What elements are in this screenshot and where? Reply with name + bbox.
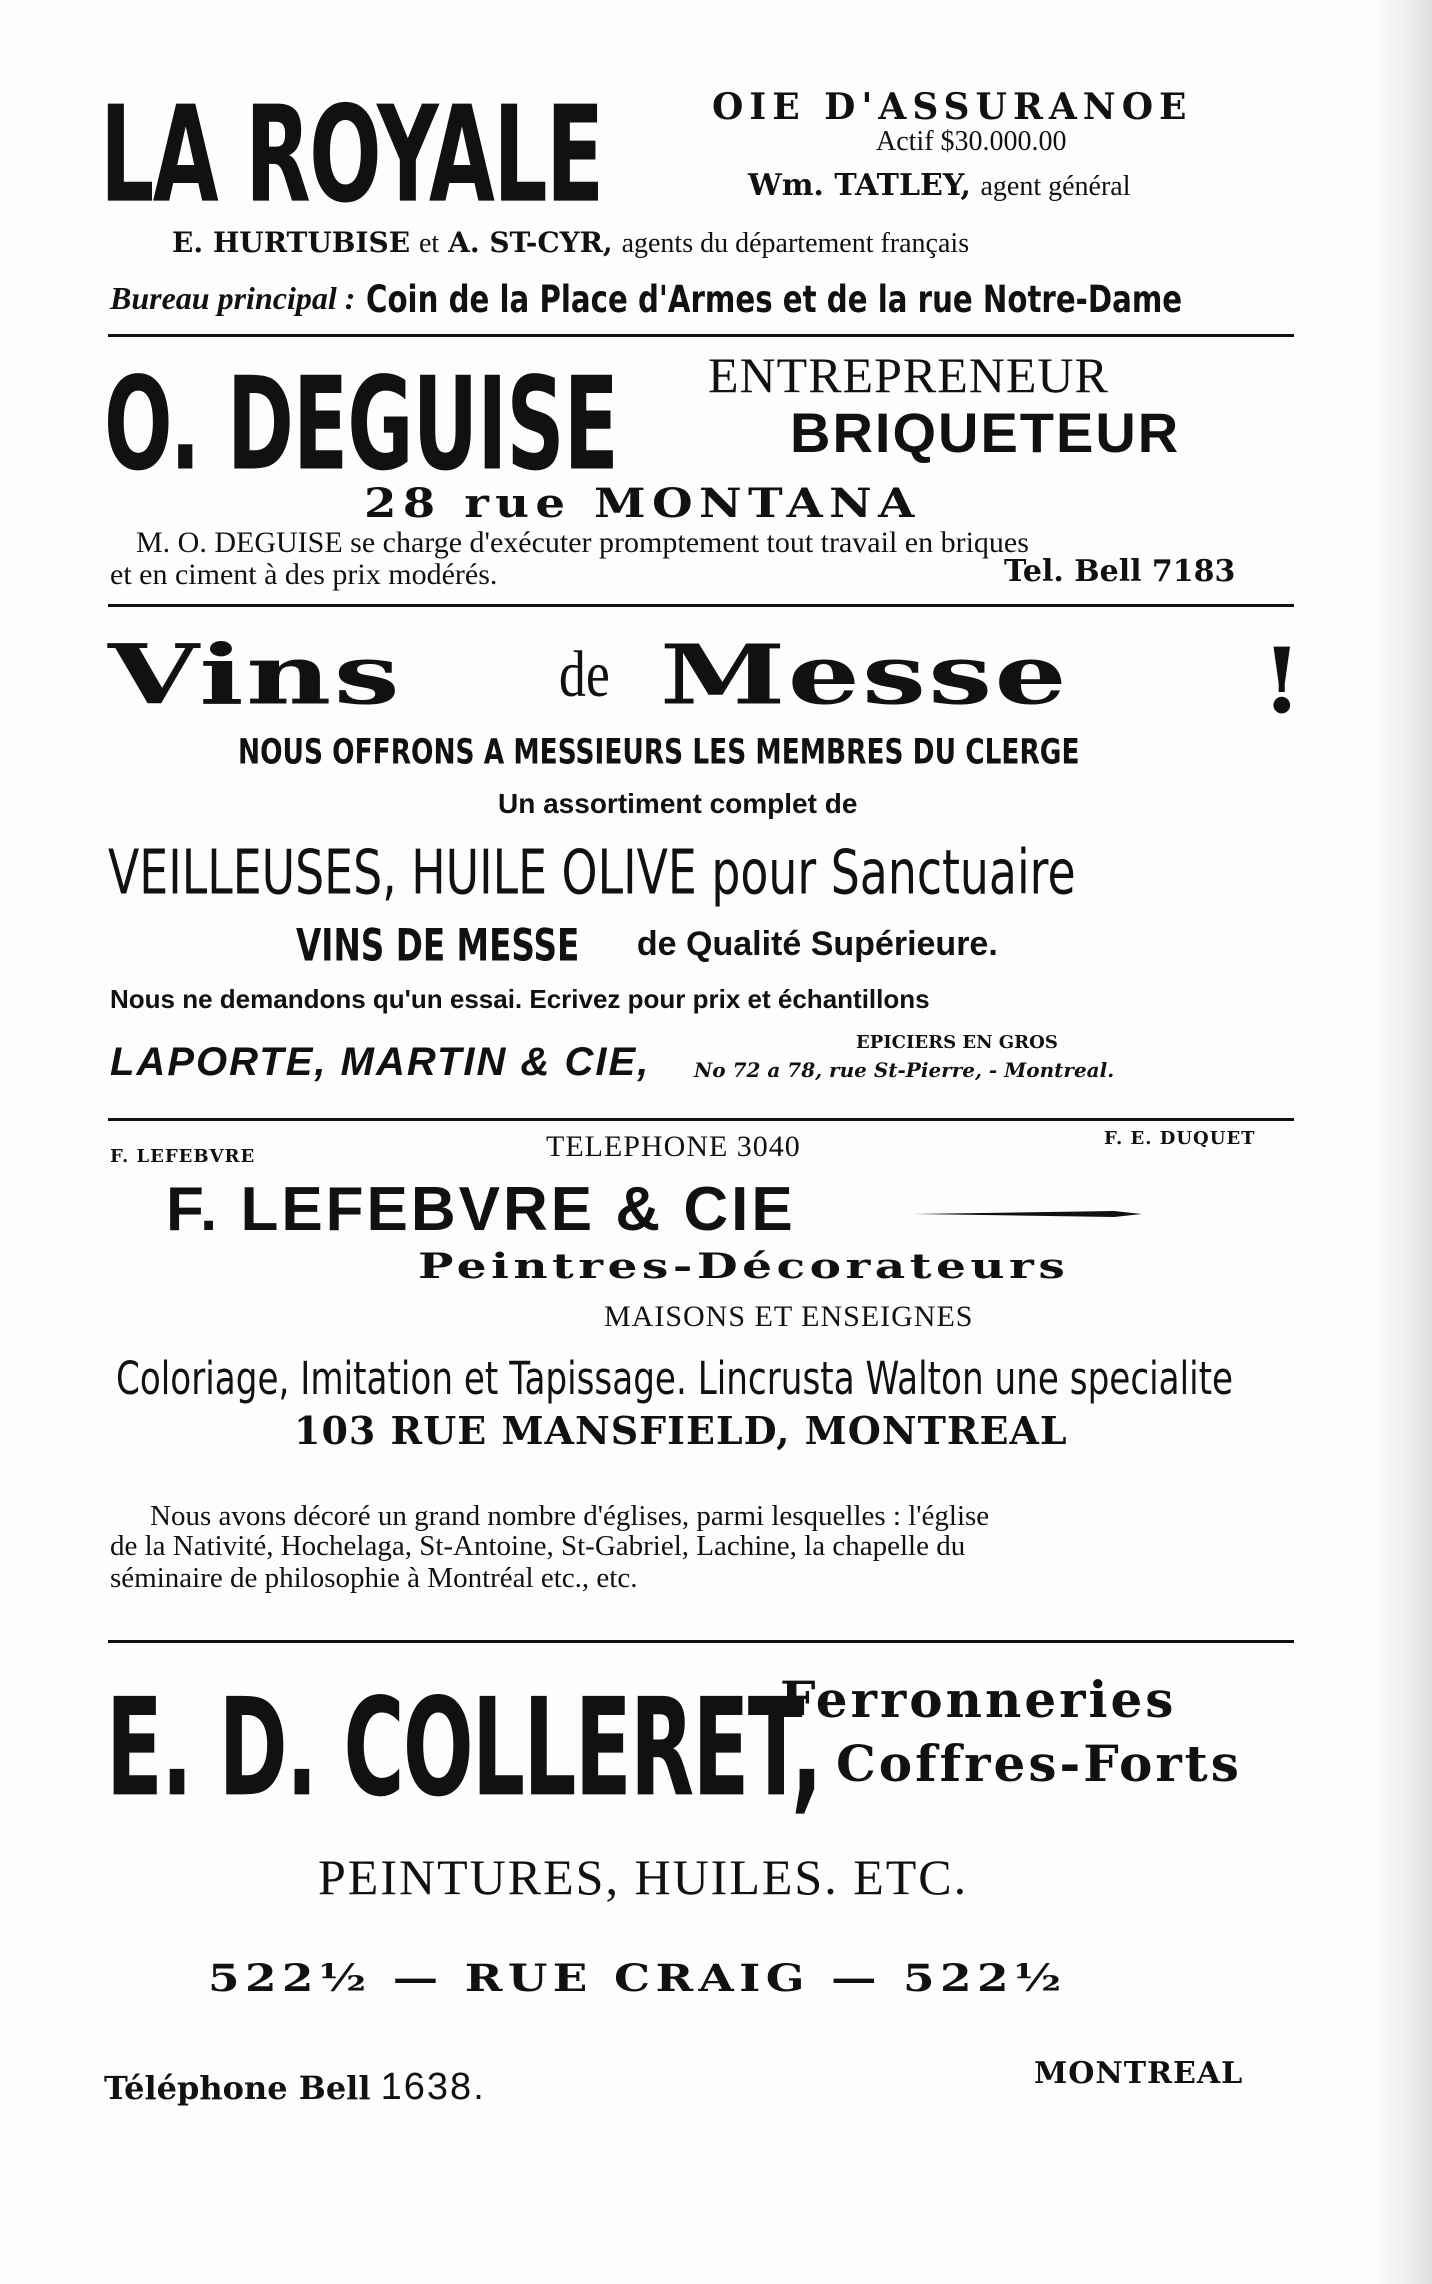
page-edge-shadow [1372, 0, 1432, 2284]
lefebvre-address: 103 RUE MANSFIELD, MONTREAL [294, 1408, 1068, 1453]
lefebvre-name: F. LEFEBVRE & CIE [166, 1175, 796, 1244]
vins-quality-bold: VINS DE MESSE [296, 920, 580, 972]
royale-agents-et: et [418, 228, 440, 259]
vins-title-1: Vins [108, 626, 403, 724]
deguise-tel: Tel. Bell 7183 [1004, 554, 1236, 589]
vins-firm-kind: EPICIERS EN GROS [856, 1032, 1058, 1053]
vins-firm-address: No 72 a 78, rue St-Pierre, - Montreal. [694, 1058, 1115, 1082]
divider-1 [108, 334, 1294, 337]
vins-title-2: Messe [660, 626, 1069, 724]
colleret-tel-label: Téléphone Bell [104, 2069, 371, 2107]
royale-capital: Actif $30.000.00 [876, 126, 1067, 157]
colleret-line-2: Coffres-Forts [836, 1734, 1242, 1793]
vins-quality [296, 920, 998, 972]
lefebvre-sub: MAISONS ET ENSEIGNES [604, 1300, 974, 1333]
colleret-city: MONTREAL [1034, 2056, 1244, 2091]
colleret-line-1: Ferronneries [780, 1670, 1177, 1729]
vins-items: VEILLEUSES, HUILE OLIVE pour Sanctuaire [108, 838, 1076, 909]
divider-3 [108, 1118, 1294, 1121]
colleret-paints: PEINTURES, HUILES. ETC. [318, 1849, 969, 1905]
deguise-name: O. DEGUISE [104, 349, 618, 500]
vins-firm: LAPORTE, MARTIN & CIE, [110, 1040, 651, 1084]
royale-name: LA ROYALE [100, 76, 603, 233]
vins-quality-rest: de Qualité Supérieure. [636, 925, 998, 963]
divider-4 [108, 1640, 1294, 1643]
royale-agents-names-1: E. HURTUBISE [172, 226, 411, 259]
vins-offer: NOUS OFFRONS A MESSIEURS LES MEMBRES DU CLERGE [238, 732, 1080, 773]
deguise-trade-1: ENTREPRENEUR [708, 347, 1109, 403]
lefebvre-partner-right: F. E. DUQUET [1104, 1128, 1256, 1149]
lefebvre-partner-left: F. LEFEBVRE [110, 1146, 256, 1167]
royale-bureau [110, 278, 1315, 322]
lefebvre-para-1: Nous avons décoré un grand nombre d'églises, parmi lesquelles : l'église [150, 1500, 990, 1532]
colleret-name: E. D. COLLERET, [106, 1668, 822, 1827]
royale-agents-role: agents du département français [621, 228, 970, 259]
divider-2 [108, 604, 1294, 607]
vins-title-de: de [558, 637, 610, 711]
deguise-trade-2: BRIQUETEUR [790, 401, 1181, 464]
vins-title-bang: ! [1262, 628, 1302, 734]
lefebvre-para-2: de la Nativité, Hochelaga, St-Antoine, St-Gabriel, Lachine, la chapelle du [110, 1530, 966, 1562]
royale-agent-name: Wm. TATLEY, [748, 168, 971, 203]
deguise-desc-1: M. O. DEGUISE se charge d'exécuter promptement tout travail en briques [136, 526, 1029, 559]
colleret-telephone [104, 2066, 486, 2109]
vins-assortment: Un assortiment complet de [498, 788, 858, 819]
vins-request: Nous ne demandons qu'un essai. Ecrivez pour prix et échantillons [110, 984, 930, 1014]
royale-bureau-label: Bureau principal : [110, 280, 356, 316]
royale-agents-names-2: A. ST-CYR, [448, 226, 613, 259]
royale-agent-role: agent général [980, 171, 1131, 202]
lefebvre-telephone: TELEPHONE 3040 [546, 1130, 801, 1163]
deguise-address: 28 rue MONTANA [364, 480, 921, 527]
deguise-desc-2: et en ciment à des prix modérés. [110, 558, 498, 591]
royale-company-line: OIE D'ASSURANOE [712, 86, 1193, 128]
lefebvre-trade: Peintres-Décorateurs [418, 1246, 1070, 1287]
lefebvre-services: Coloriage, Imitation et Tapissage. Lincrusta Walton une specialite [116, 1352, 1234, 1405]
colleret-address: 522½ — RUE CRAIG — 522½ [208, 1956, 1067, 2001]
royale-agent [748, 168, 1131, 203]
royale-agents-line [172, 226, 969, 260]
lefebvre-swash [914, 1198, 1144, 1228]
royale-bureau-address: Coin de la Place d'Armes et de la rue Notre-Dame [365, 278, 1182, 322]
colleret-tel-number: 1638. [380, 2066, 486, 2108]
lefebvre-para-3: séminaire de philosophie à Montréal etc., etc. [110, 1562, 638, 1594]
